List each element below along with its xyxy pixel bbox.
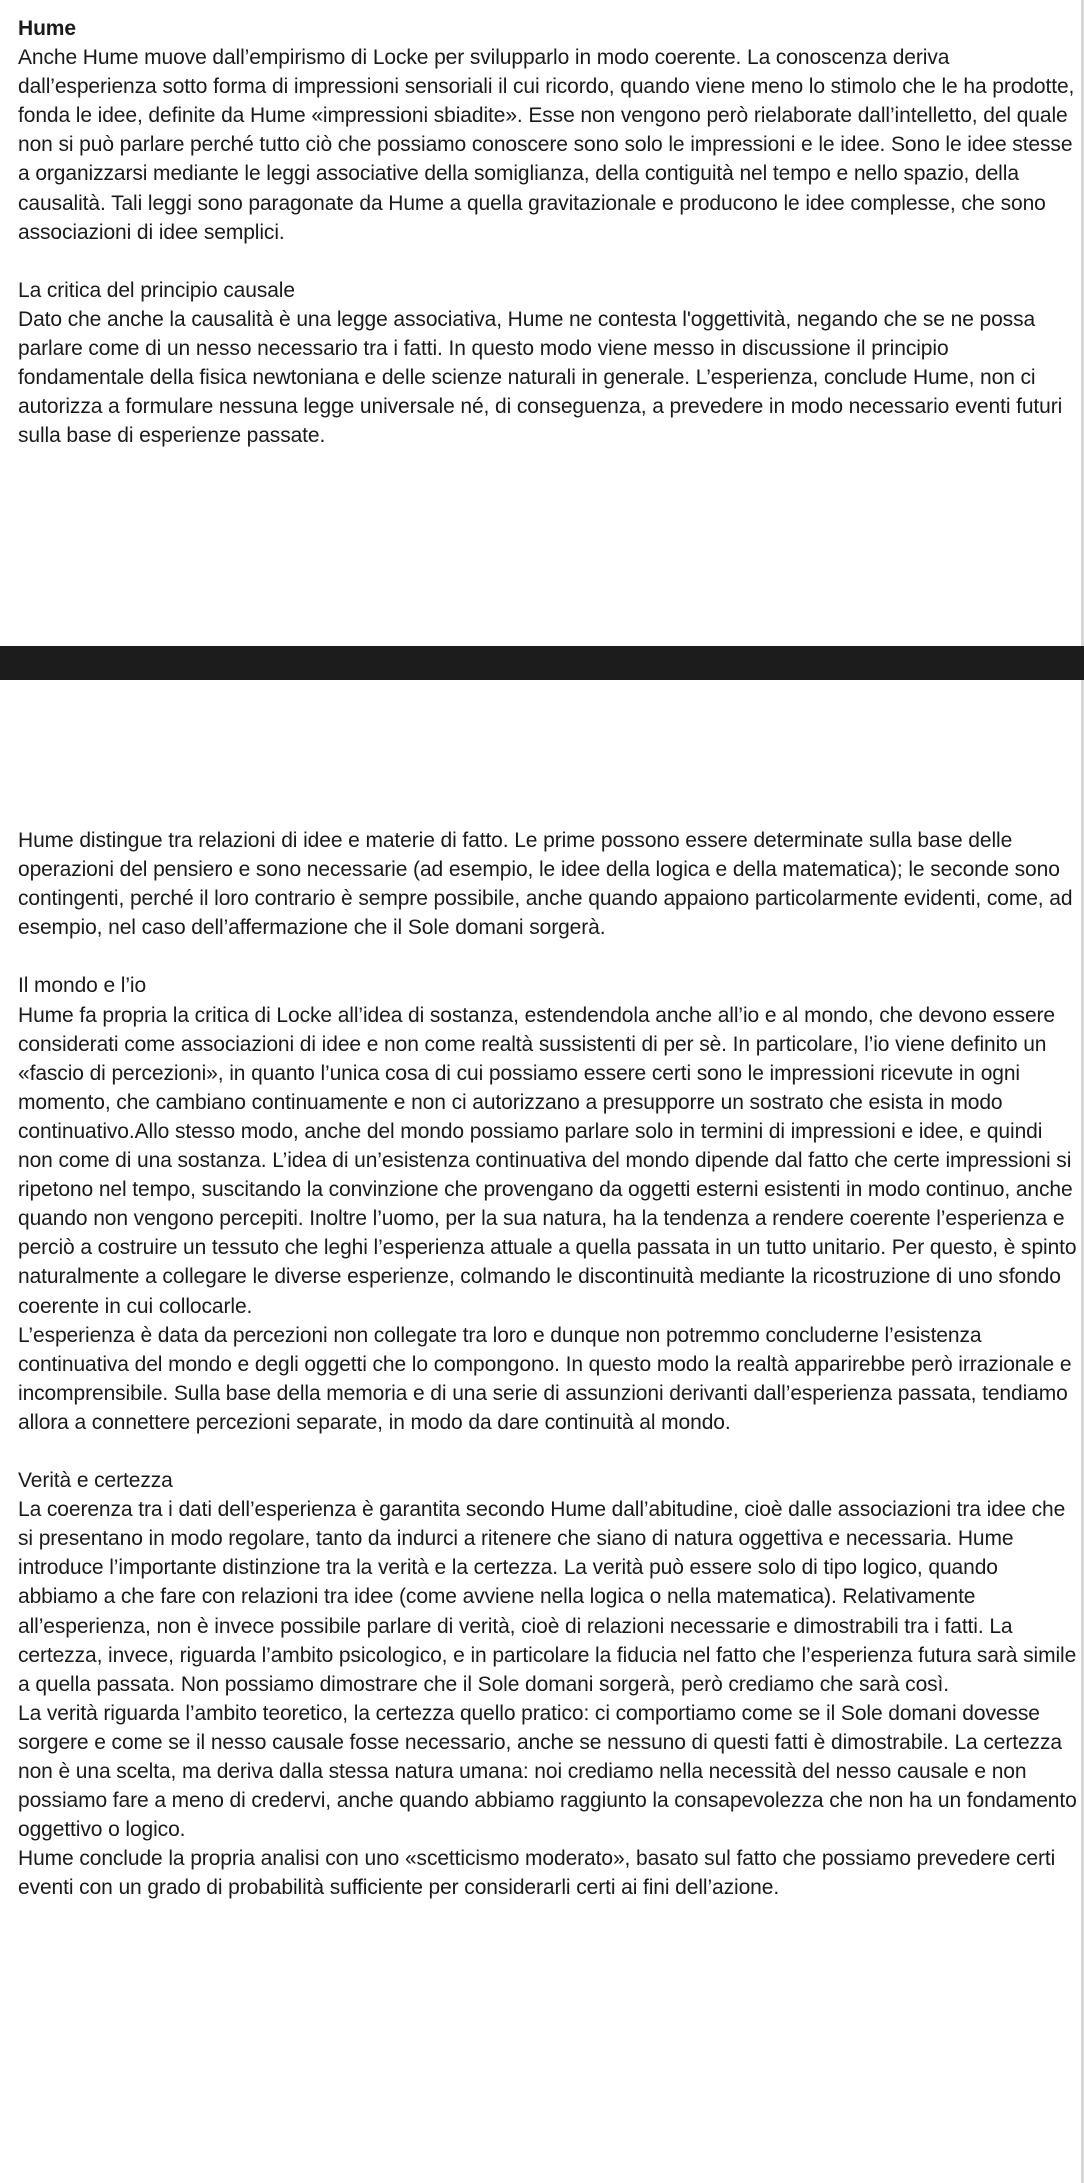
truth-paragraph-3: Hume conclude la propria analisi con uno «scetticismo moderato», basato sul fatto che possiamo prevedere certi eventi con un grado di probabilità sufficiente per considerarli certi ai fini dell’azione. — [18, 1847, 1056, 1900]
causal-heading: La critica del principio causale — [18, 278, 295, 302]
intro-paragraph: Anche Hume muove dall’empirismo di Locke per svilupparlo in modo coerente. La conoscenza deriva dall’esperienza sotto forma di impressioni sensoriali il cui ricordo, quando viene meno lo stimolo che le ha prodotte, fonda le idee, definite da Hume «impressioni sbiadite». Esse non vengono però rielaborate dall’intelletto, del quale non si può parlare perché tutto ciò che possiamo conoscere sono solo le impressioni e le idee. Sono le idee stesse a organizzarsi mediante le leggi associative della somiglianza, della contiguità nel tempo e nello spazio, della causalità. Tali leggi sono paragonate da Hume a quella gravitazionale e producono le idee complesse, che sono associazioni di idee semplici. — [18, 46, 1075, 244]
spacer — [18, 247, 1078, 276]
screenshot-divider-bar — [0, 646, 1084, 680]
truth-paragraph-2: La verità riguarda l’ambito teoretico, la certezza quello pratico: ci comportiamo come se il Sole domani dovesse sorgere e come se il nesso causale fosse necessario, anche se nessuno di questi fatti è dimostrabile. La certezza non è una scelta, ma deriva dalla stessa natura umana: noi crediamo nella necessità del nesso causale e non possiamo fare a meno di credervi, anche quando abbiamo raggiunto la consapevolezza che non ha un fondamento oggettivo o logico. — [18, 1701, 1077, 1842]
world-paragraph-2: L’esperienza è data da percezioni non collegate tra loro e dunque non potremmo concluderne l’esistenza continuativa del mondo e degli oggetti che lo compongono. In questo modo la realtà apparirebbe però irrazionale e incomprensibile. Sulla base della memoria e di una serie di assunzioni derivanti dall’esperienza passata, tendiamo allora a connettere percezioni separate, in modo da dare continuità al mondo. — [18, 1323, 1072, 1434]
causal-paragraph: Dato che anche la causalità è una legge associativa, Hume ne contesta l'oggettività, negando che se ne possa parlare come di un nesso necessario tra i fatti. In questo modo viene messo in discussione il principio fondamentale della fisica newtoniana e delle scienze naturali in generale. L’esperienza, conclude Hume, non ci autorizza a formulare nessuna legge universale né, di conseguenza, a prevedere in modo necessario eventi futuri sulla base di esperienze passate. — [18, 307, 1063, 448]
document-section-top — [18, 14, 1078, 450]
world-paragraph-1: Hume fa propria la critica di Locke all’idea di sostanza, estendendola anche all’io e al mondo, che devono essere considerati come associazioni di idee e non come realtà sussistenti di per sè. In particolare, l’io viene definito un «fascio di percezioni», in quanto l’unica cosa di cui possiamo essere certi sono le impressioni ricevute in ogni momento, che cambiano continuamente e non ci autorizzano a presupporre un sostrato che esista in modo continuativo.Allo stesso modo, anche del mondo possiamo parlare solo in termini di impressioni e idee, e quindi non come di una sostanza. L’idea di un’esistenza continuativa del mondo dipende dal fatto che certe impressioni si ripetono nel tempo, suscitando la convinzione che provengano da oggetti esterni esistenti in modo continuo, anche quando non vengono percepiti. Inoltre l’uomo, per la sua natura, ha la tendenza a rendere coerente l’esperienza e perciò a costruire un tessuto che leghi l’esperienza attuale a quella passata in un tutto unitario. Per questo, è spinto naturalmente a collegare le diverse esperienze, colmando le discontinuità mediante la ricostruzione di uno sfondo coerente in cui collocarle. — [18, 1003, 1077, 1318]
page-title: Hume — [18, 17, 76, 40]
world-heading: Il mondo e l’io — [18, 974, 147, 998]
relations-paragraph: Hume distingue tra relazioni di idee e materie di fatto. Le prime possono essere determinate sulla base delle operazioni del pensiero e sono necessarie (ad esempio, le idee della logica e della matematica); le seconde sono contingenti, perché il loro contrario è sempre possibile, anche quando appaiono particolarmente evidenti, come, ad esempio, nel caso dell’affermazione che il Sole domani sorgerà. — [18, 829, 1073, 940]
truth-heading: Verità e certezza — [18, 1469, 173, 1493]
spacer — [18, 942, 1078, 971]
document-section-bottom — [18, 826, 1078, 1902]
truth-paragraph-1: La coerenza tra i dati dell’esperienza è garantita secondo Hume dall’abitudine, cioè dalle associazioni tra idee che si presentano in modo regolare, tanto da indurci a ritenere che siano di natura oggettiva e necessaria. Hume introduce l’importante distinzione tra la verità e la certezza. La verità può essere solo di tipo logico, quando abbiamo a che fare con relazioni tra idee (come avviene nella logica o nella matematica). Relativamente all’esperienza, non è invece possibile parlare di verità, cioè di relazioni necessarie e dimostrabili tra i fatti. La certezza, invece, riguarda l’ambito psicologico, e in particolare la fiducia nel fatto che l’esperienza futura sarà simile a quella passata. Non possiamo dimostrare che il Sole domani sorgerà, però crediamo che sarà così. — [18, 1498, 1077, 1696]
spacer — [18, 1437, 1078, 1466]
